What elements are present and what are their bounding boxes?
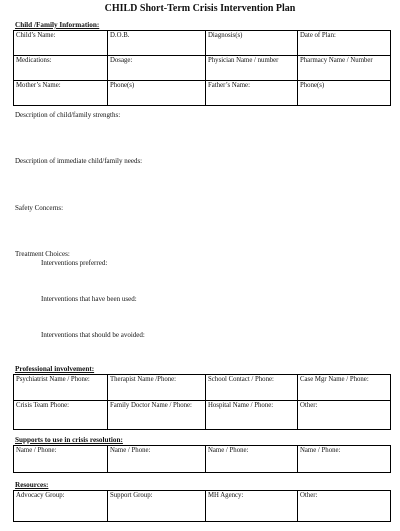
advocacy-group-field[interactable]: Advocacy Group: — [14, 491, 108, 522]
support-group-field[interactable]: Support Group: — [108, 491, 206, 522]
school-contact-field[interactable]: School Contact / Phone: — [206, 375, 298, 401]
hospital-field[interactable]: Hospital Name / Phone: — [206, 401, 298, 430]
other-resource-field[interactable]: Other: — [298, 491, 391, 522]
family-row-2 — [14, 56, 391, 81]
mother-phone-field[interactable]: Phone(s) — [108, 81, 206, 106]
supports-heading: Supports to use in crisis resolution: — [15, 436, 123, 444]
diagnosis-field[interactable]: Diagnosis(s) — [206, 31, 298, 56]
support-contact-2-field[interactable]: Name / Phone: — [108, 446, 206, 473]
resources-heading: Resources: — [15, 481, 49, 489]
physician-field[interactable]: Physician Name / number — [206, 56, 298, 81]
child-name-field[interactable]: Child’s Name: — [14, 31, 108, 56]
dob-field[interactable]: D.O.B. — [108, 31, 206, 56]
professional-row-1 — [14, 375, 391, 401]
safety-label: Safety Concerns: — [15, 204, 64, 212]
crisis-team-field[interactable]: Crisis Team Phone: — [14, 401, 108, 430]
support-contact-3-field[interactable]: Name / Phone: — [206, 446, 298, 473]
mh-agency-field[interactable]: MH Agency: — [206, 491, 298, 522]
support-contact-4-field[interactable]: Name / Phone: — [298, 446, 391, 473]
professional-row-2 — [14, 401, 391, 430]
medications-field[interactable]: Medications: — [14, 56, 108, 81]
supports-table — [13, 445, 391, 473]
professional-heading: Professional involvement: — [15, 365, 95, 373]
form-title: CHILD Short-Term Crisis Intervention Plan — [104, 3, 296, 14]
professional-table — [13, 374, 391, 430]
family-row-1 — [14, 31, 391, 56]
therapist-field[interactable]: Therapist Name /Phone: — [108, 375, 206, 401]
other-professional-field[interactable]: Other: — [298, 401, 391, 430]
case-manager-field[interactable]: Case Mgr Name / Phone: — [298, 375, 391, 401]
family-row-3 — [14, 81, 391, 106]
treatment-label: Treatment Choices: — [15, 250, 70, 258]
father-phone-field[interactable]: Phone(s) — [298, 81, 391, 106]
mother-name-field[interactable]: Mother’s Name: — [14, 81, 108, 106]
avoided-label: Interventions that should be avoided: — [41, 331, 145, 339]
resources-row — [14, 491, 391, 522]
pharmacy-field[interactable]: Pharmacy Name / Number — [298, 56, 391, 81]
resources-table — [13, 490, 391, 522]
used-label: Interventions that have been used: — [41, 295, 137, 303]
needs-label: Description of immediate child/family needs: — [15, 157, 143, 165]
family-info-heading: Child /Family Information: — [15, 21, 100, 29]
family-info-table — [13, 30, 391, 106]
support-contact-1-field[interactable]: Name / Phone: — [14, 446, 108, 473]
supports-row — [14, 446, 391, 473]
dosage-field[interactable]: Dosage: — [108, 56, 206, 81]
family-doctor-field[interactable]: Family Doctor Name / Phone: — [108, 401, 206, 430]
date-of-plan-field[interactable]: Date of Plan: — [298, 31, 391, 56]
preferred-label: Interventions preferred: — [41, 259, 108, 267]
psychiatrist-field[interactable]: Psychiatrist Name / Phone: — [14, 375, 108, 401]
father-name-field[interactable]: Father’s Name: — [206, 81, 298, 106]
strengths-label: Description of child/family strengths: — [15, 111, 121, 119]
